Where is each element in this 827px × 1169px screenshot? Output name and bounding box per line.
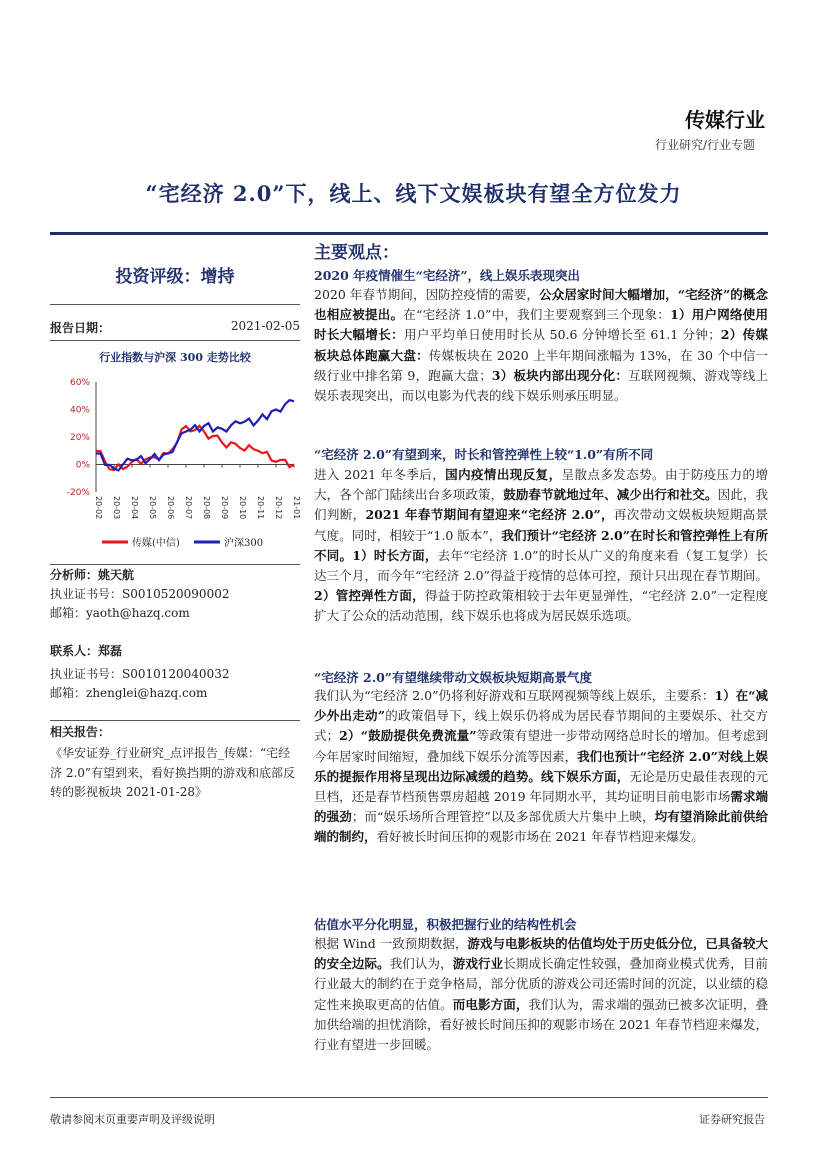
x-tick-label: 20-11: [256, 496, 265, 520]
x-tick-label: 21-01: [292, 496, 301, 520]
divider: [50, 304, 300, 305]
x-tick-label: 20-05: [148, 496, 157, 520]
series-line-1: [96, 426, 294, 470]
section-body-2: 进入 2021 年冬季后，国内疫情出现反复，呈散点多发态势。由于防疫压力的增大，各个部门陆续出台多项政策，鼓励春节就地过年、减少出行和社交。因此，我们判断，2021 年春节期间有望迎来“宅经济 2.0”，再次带动文娱板块短期高景气度。同时，相较于“1.0 版本”，我们预计“宅经济 2.0”在时长和管控弹性上有所不同。1）时长方面，去年“宅经济 1.0”的时长从广义的角度来看（复工复学）长达三个月，而今年“宅经济 2.0”得益于疫情的总体可控，预计只出现在春节期间。2）管控弹性方面，得益于防控政策相较于去年更显弹性，“宅经济 2.0”一定程度扩大了公众的活动范围，线下娱乐也将成为居民娱乐选项。: [314, 467, 769, 624]
report-title: “宅经济 2.0”下，线上、线下文娱板块有望全方位发力: [145, 181, 682, 206]
footer-report-type: 证券研究报告: [699, 1113, 765, 1126]
contact-name: 联系人：郑磊: [50, 644, 123, 658]
analyst-cert: 执业证书号：S0010520090002: [50, 587, 230, 601]
contact-email: 邮箱：zhenglei@hazq.com: [50, 686, 208, 700]
chart-title: 行业指数与沪深 300 走势比较: [99, 351, 251, 364]
section-heading-2: “宅经济 2.0”有望到来，时长和管控弹性上较“1.0”有所不同: [314, 447, 654, 462]
footer-divider: [50, 1097, 768, 1098]
industry-name: 传媒行业: [685, 108, 765, 132]
analyst-email: 邮箱：yaoth@hazq.com: [50, 606, 190, 620]
title-divider: [50, 232, 768, 235]
x-tick-label: 20-08: [202, 496, 211, 520]
divider: [50, 340, 300, 341]
legend-label: 传媒(中信): [132, 538, 180, 549]
section-heading-4: 估值水平分化明显，积极把握行业的结构性机会: [314, 917, 577, 932]
y-tick-label: -20%: [66, 488, 90, 498]
section-body-4: 根据 Wind 一致预期数据，游戏与电影板块的估值均处于历史低分位，已具备较大的安全边际。我们认为，游戏行业长期成长确定性较强，叠加商业模式优秀，目前行业最大的制约在于竞争格局，部分优质的游戏公司还需时间的沉淀，以业绩的稳定性来换取更高的估值。而电影方面，我们认为，需求端的强劲已被多次证明，叠加供给端的担忧消除，看好被长时间压抑的观影市场在 2021 年春节档迎来爆发，行业有望进一步回暖。: [314, 936, 768, 1053]
analyst-name: 分析师：姚天航: [50, 568, 135, 582]
main-points-label: 主要观点：: [314, 243, 399, 263]
x-tick-label: 20-07: [184, 496, 193, 520]
index-trend-chart: [50, 370, 300, 560]
y-tick-label: 60%: [69, 378, 90, 388]
x-tick-label: 20-03: [112, 496, 121, 520]
divider: [50, 564, 300, 565]
x-tick-label: 20-10: [238, 496, 247, 520]
divider: [50, 720, 300, 721]
x-tick-label: 20-04: [130, 496, 139, 520]
x-axis-ticks: [94, 465, 301, 520]
related-reports-label: 相关报告：: [50, 725, 111, 739]
related-report-link[interactable]: 《华安证券_行业研究_点评报告_传媒：“宅经济 2.0”有望到来，看好换挡期的游戏和底部反转的影视板块 2021-01-28》: [50, 746, 296, 799]
y-tick-label: 40%: [69, 405, 90, 416]
footer-disclaimer[interactable]: 敬请参阅末页重要声明及评级说明: [50, 1113, 215, 1126]
section-body-1: 2020 年春节期间，因防控疫情的需要，公众居家时间大幅增加，“宅经济”的概念也相应被提出。在“宅经济 1.0”中，我们主要观察到三个现象：1）用户网络使用时长大幅增长：用户平均单日使用时长从 50.6 分钟增长至 61.1 分钟；2）传媒板块总体跑赢大盘：传媒板块在 2020 上半年期间涨幅为 13%，在 30 个中信一级行业中排名第 9，跑赢大盘；3）板块内部出现分化：互联网视频、游戏等线上娱乐表现突出，而以电影为代表的线下娱乐则承压明显。: [314, 287, 768, 404]
report-category: 行业研究/行业专题: [654, 138, 755, 152]
x-tick-label: 20-09: [220, 496, 229, 520]
legend-label: 沪深300: [224, 538, 264, 549]
x-tick-label: 20-02: [94, 496, 103, 520]
investment-rating: 投资评级：增持: [115, 267, 235, 287]
y-tick-label: 0%: [75, 460, 90, 471]
chart-legend: [102, 536, 263, 549]
section-heading-3: “宅经济 2.0”有望继续带动文娱板块短期高景气度: [314, 670, 592, 685]
contact-cert: 执业证书号：S0010120040032: [50, 667, 230, 681]
series-line-2: [96, 400, 294, 470]
y-axis-ticks: [67, 378, 91, 498]
y-tick-label: 20%: [69, 433, 90, 443]
x-tick-label: 20-12: [274, 496, 283, 520]
section-body-3: 我们认为“宅经济 2.0”仍将利好游戏和互联网视频等线上娱乐，主要系：1）在“减少外出走动”的政策倡导下，线上娱乐仍将成为居民春节期间的主要娱乐、社交方式；2）“鼓励提供免费流量”等政策有望进一步带动网络总时长的增加。但考虑到今年居家时间缩短，叠加线下娱乐分流等因素，我们也预计“宅经济 2.0”对线上娱乐的提振作用将呈现出边际减缓的趋势。线下娱乐方面，无论是历史最佳表现的元旦档，还是春节档预售票房超越 2019 年同期水平，其均证明目前电影市场需求端的强劲；而“娱乐场所合理管控”以及多部优质大片集中上映，均有望消除此前供给端的制约，看好被长时间压抑的观影市场在 2021 年春节档迎来爆发。: [314, 688, 769, 845]
report-date-label: 报告日期：: [50, 321, 111, 335]
section-heading-1: 2020 年疫情催生“宅经济”，线上娱乐表现突出: [314, 268, 581, 283]
report-date: 2021-02-05: [230, 319, 300, 333]
series-lines: [96, 400, 294, 470]
x-tick-label: 20-06: [166, 496, 175, 520]
